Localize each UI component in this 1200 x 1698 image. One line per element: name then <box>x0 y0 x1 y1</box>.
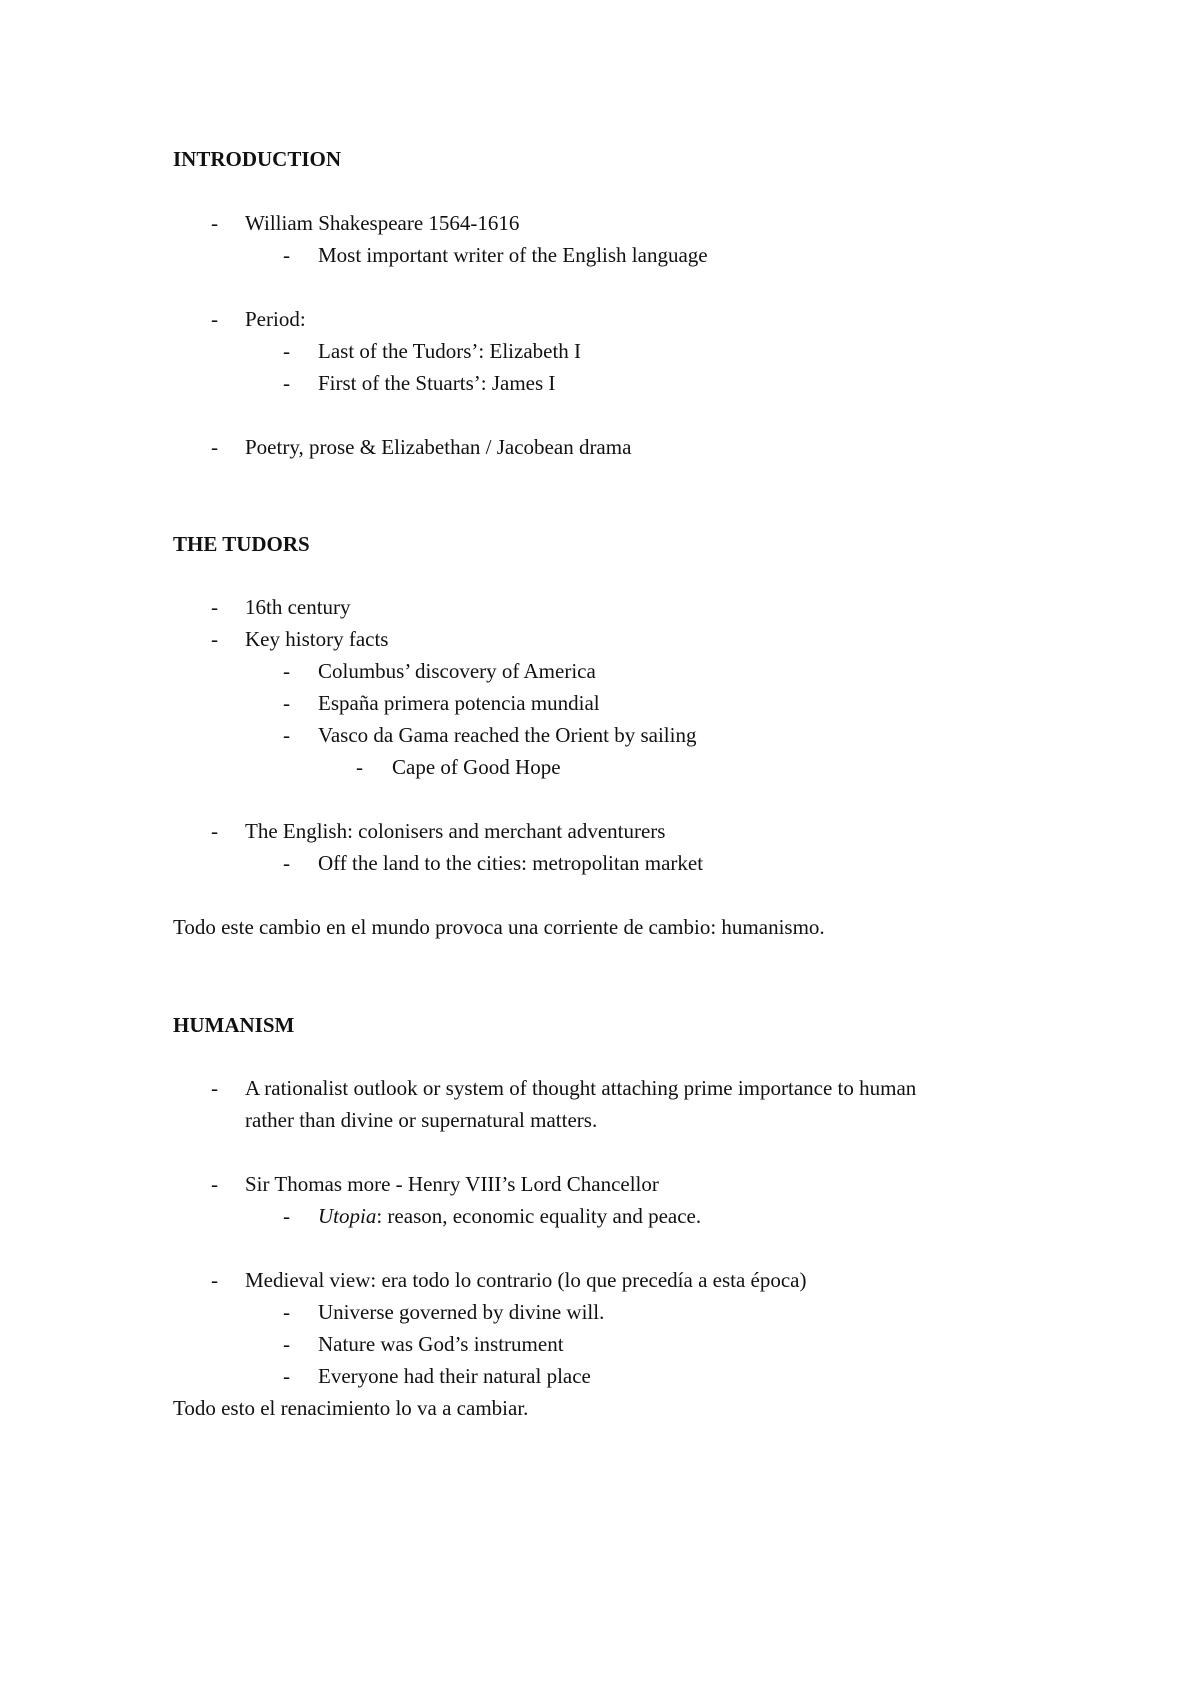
bullet-dash: - <box>211 1172 218 1196</box>
list-item: William Shakespeare 1564-1616 <box>245 211 520 235</box>
sub-list-item: Vasco da Gama reached the Orient by sailing <box>318 723 697 747</box>
list-item: Poetry, prose & Elizabethan / Jacobean drama <box>245 435 632 459</box>
list-item: Key history facts <box>245 627 389 651</box>
bullet-dash: - <box>356 755 363 779</box>
sub-list-item-text: : reason, economic equality and peace. <box>376 1204 702 1228</box>
sub-list-item: España primera potencia mundial <box>318 691 600 715</box>
sub-list-item <box>318 1203 701 1229</box>
bullet-dash: - <box>211 1268 218 1292</box>
bullet-dash: - <box>283 1204 290 1228</box>
bullet-dash: - <box>211 211 218 235</box>
bullet-dash: - <box>283 243 290 267</box>
book-title-utopia: Utopia <box>318 1204 377 1228</box>
sub-list-item: First of the Stuarts’: James I <box>318 371 556 395</box>
sub-list-item: Most important writer of the English language <box>318 243 708 267</box>
bullet-dash: - <box>211 819 218 843</box>
sub-sub-list-item: Cape of Good Hope <box>392 755 561 779</box>
sub-list-item: Everyone had their natural place <box>318 1364 591 1388</box>
bullet-dash: - <box>211 595 218 619</box>
bullet-dash: - <box>283 691 290 715</box>
bullet-dash: - <box>283 851 290 875</box>
bullet-dash: - <box>283 371 290 395</box>
closing-paragraph: Todo esto el renacimiento lo va a cambiar. <box>173 1396 529 1420</box>
section-heading-tudors: THE TUDORS <box>173 532 310 556</box>
bullet-dash: - <box>283 723 290 747</box>
closing-paragraph: Todo este cambio en el mundo provoca una corriente de cambio: humanismo. <box>173 915 825 939</box>
bullet-dash: - <box>283 1364 290 1388</box>
sub-list-item: Nature was God’s instrument <box>318 1332 564 1356</box>
list-item: A rationalist outlook or system of thought attaching prime importance to human <box>245 1076 917 1100</box>
bullet-dash: - <box>211 435 218 459</box>
section-heading-humanism: HUMANISM <box>173 1013 295 1037</box>
sub-list-item: Last of the Tudors’: Elizabeth I <box>318 339 582 363</box>
sub-list-item: Universe governed by divine will. <box>318 1300 605 1324</box>
list-item: Sir Thomas more - Henry VIII’s Lord Chancellor <box>245 1172 659 1196</box>
bullet-dash: - <box>283 339 290 363</box>
bullet-dash: - <box>283 1332 290 1356</box>
bullet-dash: - <box>211 1076 218 1100</box>
sub-list-item: Columbus’ discovery of America <box>318 659 596 683</box>
section-heading-introduction: INTRODUCTION <box>173 147 342 171</box>
bullet-dash: - <box>211 627 218 651</box>
bullet-dash: - <box>283 659 290 683</box>
list-item: The English: colonisers and merchant adventurers <box>245 819 666 843</box>
bullet-dash: - <box>283 1300 290 1324</box>
sub-list-item: Off the land to the cities: metropolitan market <box>318 851 704 875</box>
list-item: 16th century <box>245 595 351 619</box>
bullet-dash: - <box>211 307 218 331</box>
list-item-continuation: rather than divine or supernatural matters. <box>245 1108 598 1132</box>
list-item: Medieval view: era todo lo contrario (lo que precedía a esta época) <box>245 1268 807 1292</box>
list-item: Period: <box>245 307 306 331</box>
